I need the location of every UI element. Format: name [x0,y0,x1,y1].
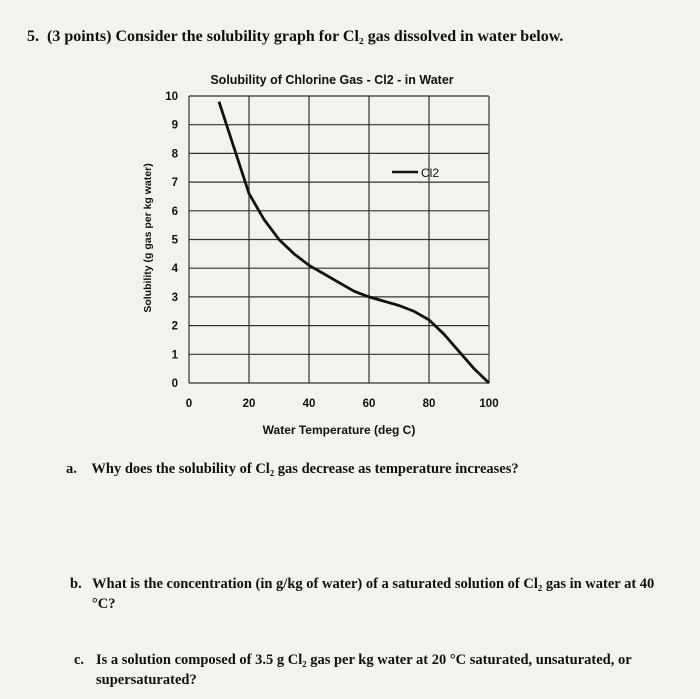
y-tick-label-1: 1 [171,349,178,362]
chart-title: Solubility of Chlorine Gas - Cl2 - in Water [210,73,454,87]
part-a-label: a. [66,461,77,477]
part-c-label: c. [74,652,85,668]
question-part-c [74,650,674,690]
part-b-text-line2: °C? [92,596,116,612]
x-tick-label-100: 100 [479,398,499,410]
part-b-label: b. [70,576,82,592]
part-a-text: Why does the solubility of Cl₂ gas decrease as temperature increases? [91,461,519,477]
chart-series [219,102,489,383]
x-tick-label-60: 60 [362,398,376,410]
question-text: (3 points) Consider the solubility graph for Cl₂ gas dissolved in water below. [47,28,564,45]
y-tick-label-6: 6 [171,205,178,218]
part-c-text-line1: Is a solution composed of 3.5 g Cl₂ gas per kg water at 20 °C saturated, unsaturated, or [96,652,632,668]
chart-grid [189,96,489,383]
chart-legend [392,166,439,180]
x-tick-label-20: 20 [242,398,256,410]
legend-label-cl2: Cl2 [421,166,440,180]
x-tick-label-40: 40 [302,398,316,410]
question-part-b [70,574,690,614]
y-tick-label-5: 5 [171,234,178,247]
y-tick-label-9: 9 [171,119,178,132]
part-c-text-line2: supersaturated? [96,672,197,688]
x-tick-label-80: 80 [422,398,436,410]
y-tick-label-0: 0 [171,378,178,390]
part-b-text-line1: What is the concentration (in g/kg of water) of a saturated solution of Cl₂ gas in water at 40 [92,576,655,592]
y-tick-label-2: 2 [171,320,178,333]
chart-ticks [165,91,498,410]
y-tick-label-8: 8 [171,148,178,161]
x-tick-label-0: 0 [185,398,193,410]
question-number: 5. [27,28,39,45]
series-line-cl2 [219,102,489,383]
y-tick-label-4: 4 [171,263,178,276]
question-part-a [66,459,519,479]
y-tick-label-3: 3 [171,291,178,304]
y-tick-label-10: 10 [165,91,178,103]
y-tick-label-7: 7 [171,177,178,190]
y-axis-label: Solubility (g gas per kg water) [142,163,154,313]
x-axis-label: Water Temperature (deg C) [262,423,416,437]
